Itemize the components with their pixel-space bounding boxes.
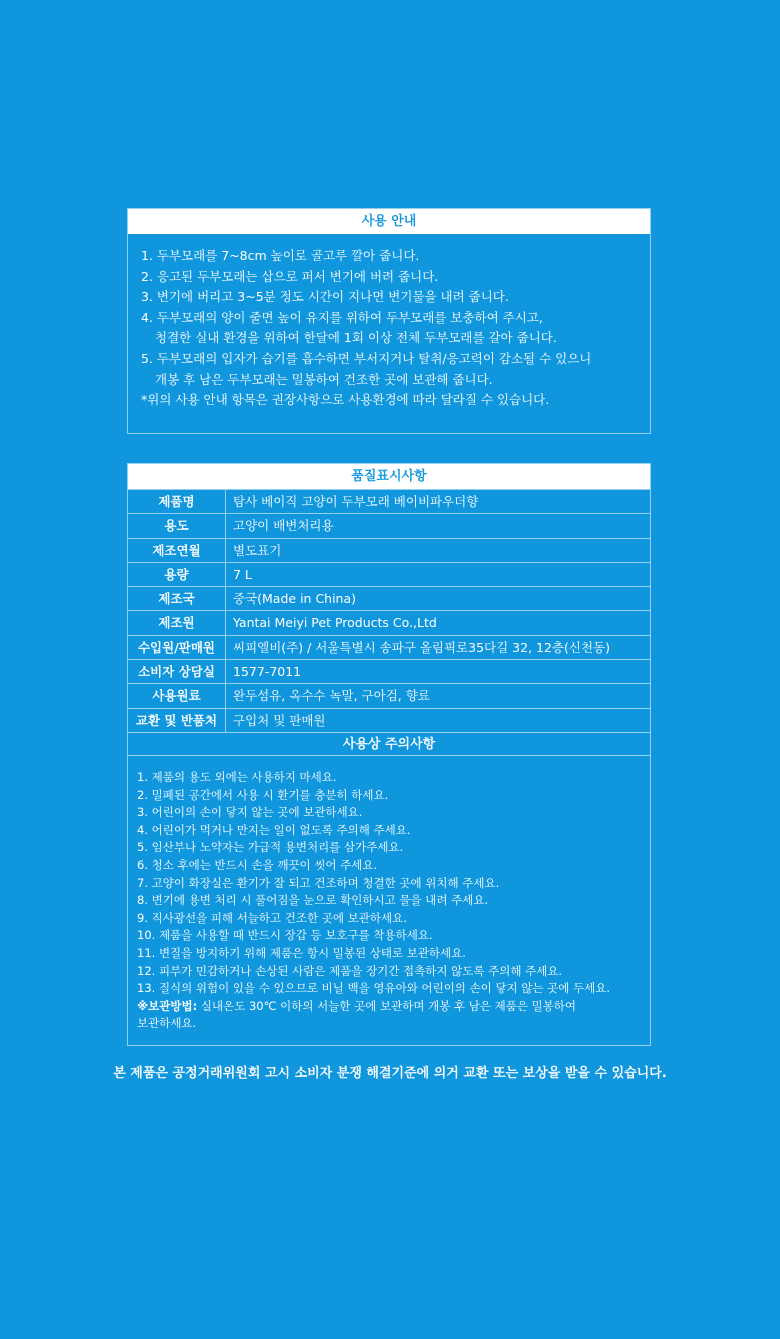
usage-guide-box (127, 208, 651, 434)
row-label: 교환 및 반품처 (128, 709, 226, 732)
row-value: Yantai Meiyi Pet Products Co.,Ltd (233, 615, 437, 631)
table-row (128, 659, 650, 683)
usage-line: 청결한 실내 환경을 위하여 한달에 1회 이상 전체 두부모래를 갈아 줍니다. (155, 330, 557, 346)
table-row (128, 489, 650, 513)
quality-info-title: 품질표시사항 (128, 464, 650, 489)
caution-line: 3. 어린이의 손이 닿지 않는 곳에 보관하세요. (137, 805, 363, 820)
caution-line: 5. 임산부나 노약자는 가급적 용변처리를 삼가주세요. (137, 840, 404, 855)
usage-line: 1. 두부모래를 7~8cm 높이로 골고루 깔아 줍니다. (141, 248, 420, 263)
table-row (128, 683, 650, 707)
row-value: 완두섬유, 옥수수 녹말, 구아검, 향료 (233, 688, 430, 704)
caution-line: 8. 변기에 용변 처리 시 풀어짐을 눈으로 확인하시고 물을 내려 주세요. (137, 893, 489, 908)
row-value: 1577-7011 (233, 664, 302, 680)
caution-title: 사용상 주의사항 (128, 732, 650, 756)
row-value: 고양이 배변처리용 (233, 518, 334, 534)
row-label: 수입원/판매원 (128, 636, 226, 659)
row-value: 구입처 및 판매원 (233, 712, 326, 728)
caution-line: 1. 제품의 용도 외에는 사용하지 마세요. (137, 769, 337, 784)
table-row (128, 538, 650, 562)
caution-line: 9. 직사광선을 피해 서늘하고 건조한 곳에 보관하세요. (137, 910, 407, 925)
storage-text: 실내온도 30℃ 이하의 서늘한 곳에 보관하며 개봉 후 남은 제품은 밀봉하여 (197, 998, 577, 1013)
row-label: 소비자 상담실 (128, 660, 226, 683)
row-value: 별도표기 (233, 542, 282, 558)
table-row (128, 635, 650, 659)
usage-line: 4. 두부모래의 양이 줄면 높이 유지를 위하여 두부모래를 보충하여 주시고, (141, 309, 543, 325)
row-label: 제조국 (128, 587, 226, 610)
usage-guide-list (128, 234, 650, 411)
usage-line: 개봉 후 남은 두부모래는 밀봉하여 건조한 곳에 보관해 줍니다. (155, 371, 493, 387)
row-label: 제조원 (128, 611, 226, 634)
row-label: 제조연월 (128, 539, 226, 562)
table-row (128, 708, 650, 732)
caution-line: 12. 피부가 민감하거나 손상된 사람은 제품을 장기간 접촉하지 않도록 주의해 주세요. (137, 963, 563, 978)
row-value: 중국(Made in China) (233, 591, 357, 607)
table-row (128, 586, 650, 610)
footer-note: 본 제품은 공정거래위원회 고시 소비자 분쟁 해결기준에 의거 교환 또는 보상을 받을 수 있습니다. (113, 1066, 667, 1081)
storage-method-cont: 보관하세요. (137, 1016, 197, 1031)
caution-line: 11. 변질을 방지하기 위해 제품은 항시 밀봉된 상태로 보관하세요. (137, 945, 466, 960)
caution-line: 2. 밀폐된 공간에서 사용 시 환기를 충분히 하세요. (137, 787, 389, 802)
caution-line: 4. 어린이가 먹거나 만지는 일이 없도록 주의해 주세요. (137, 822, 411, 837)
usage-line: 2. 응고된 두부모래는 삽으로 퍼서 변기에 버려 줍니다. (141, 268, 439, 284)
storage-label: ※보관방법: (137, 998, 198, 1013)
caution-line: 7. 고양이 화장실은 환기가 잘 되고 건조하며 청결한 곳에 위치해 주세요. (137, 875, 500, 890)
usage-line: 3. 변기에 버리고 3~5분 정도 시간이 지나면 변기물을 내려 줍니다. (141, 289, 509, 305)
table-row (128, 513, 650, 537)
row-label: 용도 (128, 514, 226, 537)
usage-note: *위의 사용 안내 항목은 권장사항으로 사용환경에 따라 달라질 수 있습니다. (141, 392, 550, 408)
table-row (128, 610, 650, 634)
storage-method (137, 998, 644, 1016)
row-value: 씨피엘비(주) / 서울특별시 송파구 올림픽로35다길 32, 12층(신천동) (233, 639, 610, 655)
caution-line: 10. 제품을 사용할 때 반드시 장갑 등 보호구를 착용하세요. (137, 928, 433, 943)
usage-guide-title: 사용 안내 (128, 209, 650, 234)
usage-line: 5. 두부모래의 입자가 습기를 흡수하면 부서지거나 탈취/응고력이 감소될 수 있으니 (141, 350, 592, 366)
quality-info-box (127, 463, 651, 1046)
row-value: 탐사 베이직 고양이 두부모래 베이비파우더향 (233, 494, 479, 509)
row-value: 7 L (233, 566, 252, 582)
row-label: 제품명 (128, 490, 226, 513)
caution-line: 6. 청소 후에는 반드시 손을 깨끗이 씻어 주세요. (137, 857, 378, 872)
caution-list (128, 756, 650, 1033)
row-label: 용량 (128, 563, 226, 586)
caution-line: 13. 질식의 위험이 있을 수 있으므로 비닐 백을 영유아와 어린이의 손이 닿지 않는 곳에 두세요. (137, 981, 611, 996)
row-label: 사용원료 (128, 684, 226, 707)
table-row (128, 562, 650, 586)
